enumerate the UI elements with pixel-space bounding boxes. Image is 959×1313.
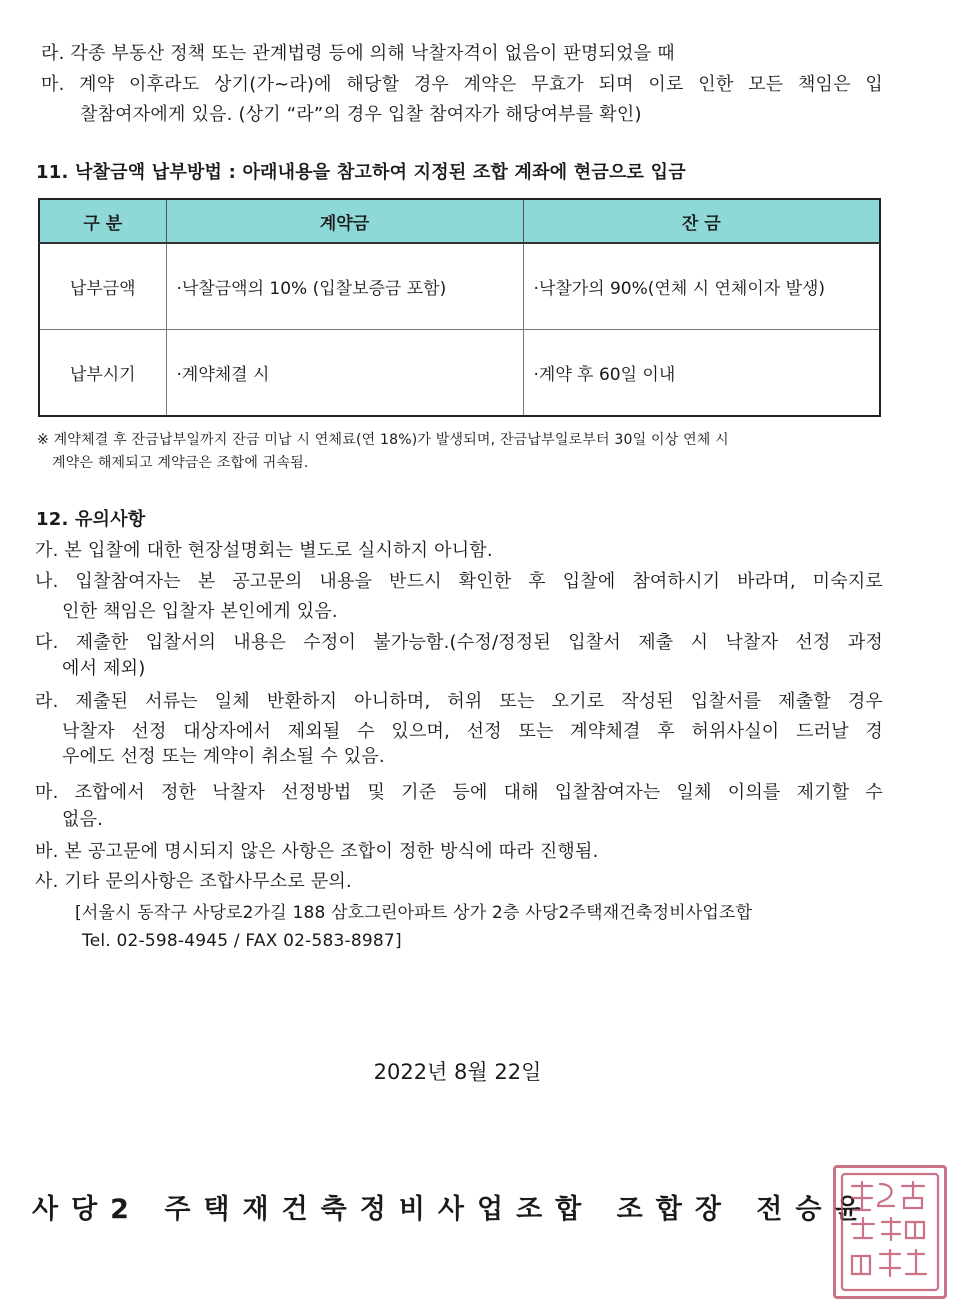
notice-line: 우에도 선정 또는 계약이 취소될 수 있음. [62, 746, 385, 767]
notice-line: 라. 제출된 서류는 일체 반환하지 아니하며, 허위 또는 오기로 작성된 입찰서를 제출할 경우 [35, 691, 883, 712]
table-header-row [39, 199, 880, 243]
notice-line: 나. 입찰참여자는 본 공고문의 내용을 반드시 확인한 후 입찰에 참여하시기 바라며, 미숙지로 [35, 571, 883, 592]
table-cell: ·낙찰가의 90%(연체 시 연체이자 발생) [523, 243, 880, 330]
notice-line: 마. 조합에서 정한 낙찰자 선정방법 및 기준 등에 대해 입찰참여자는 일체 이의를 제기할 수 [35, 782, 883, 803]
note-line-1: ※ 계약체결 후 잔금납부일까지 잔금 미납 시 연체료(연 18%)가 발생되며, 잔금납부일로부터 30일 이상 연체 시 [37, 432, 729, 448]
section11-title: 11. 낙찰금액 납부방법 : 아래내용을 참고하여 지정된 조합 계좌에 현금으로 입금 [36, 162, 686, 183]
notice-line: 바. 본 공고문에 명시되지 않은 사항은 조합이 정한 방식에 따라 진행됨. [35, 841, 599, 862]
table-cell: ·계약 후 60일 이내 [523, 330, 880, 417]
notice-line: 에서 제외) [62, 658, 146, 679]
table-header: 계약금 [166, 199, 523, 243]
notice-line: 없음. [62, 809, 104, 830]
notice-line: 가. 본 입찰에 대한 현장설명회는 별도로 실시하지 아니함. [35, 540, 493, 561]
notice-line: 사. 기타 문의사항은 조합사무소로 문의. [35, 871, 352, 892]
table-cell: 납부시기 [39, 330, 166, 417]
table-cell: ·계약체결 시 [166, 330, 523, 417]
contact-line: Tel. 02-598-4945 / FAX 02-583-8987] [82, 931, 402, 951]
address-line: [서울시 동작구 사당로2가길 188 삼호그린아파트 상가 2층 사당2주택재건축정비사업조합 [75, 903, 753, 923]
item-ma: 마. 계약 이후라도 상기(가~라)에 해당할 경우 계약은 무효가 되며 이로 인한 모든 책임은 입 [41, 74, 883, 95]
document-date: 2022년 8월 22일 [373, 1060, 542, 1084]
payment-table [38, 198, 881, 417]
table-header: 구 분 [39, 199, 166, 243]
section12-title: 12. 유의사항 [36, 509, 146, 530]
notice-line: 인한 책임은 입찰자 본인에게 있음. [62, 601, 338, 622]
notice-line: 낙찰자 선정 대상자에서 제외될 수 있으며, 선정 또는 계약체결 후 허위사실이 드러날 경 [62, 721, 883, 742]
note-line-2: 계약은 해제되고 계약금은 조합에 귀속됨. [52, 455, 309, 471]
notice-line: 다. 제출한 입찰서의 내용은 수정이 불가능함.(수정/정정된 입찰서 제출 시 낙찰자 선정 과정 [35, 632, 883, 653]
signature-line: 사당2 주택재건축정비사업조합 조합장 전승윤 [32, 1194, 874, 1225]
item-ra: 라. 각종 부동산 정책 또는 관계법령 등에 의해 낙찰자격이 없음이 판명되었을 때 [41, 43, 675, 64]
table-row [39, 243, 880, 330]
table-cell: 납부금액 [39, 243, 166, 330]
table-header: 잔 금 [523, 199, 880, 243]
item-ma-cont: 찰참여자에게 있음. (상기 “라”의 경우 입찰 참여자가 해당여부를 확인) [80, 104, 642, 125]
table-cell: ·낙찰금액의 10% (입찰보증금 포함) [166, 243, 523, 330]
table-row [39, 330, 880, 417]
official-seal-icon [833, 1165, 947, 1299]
